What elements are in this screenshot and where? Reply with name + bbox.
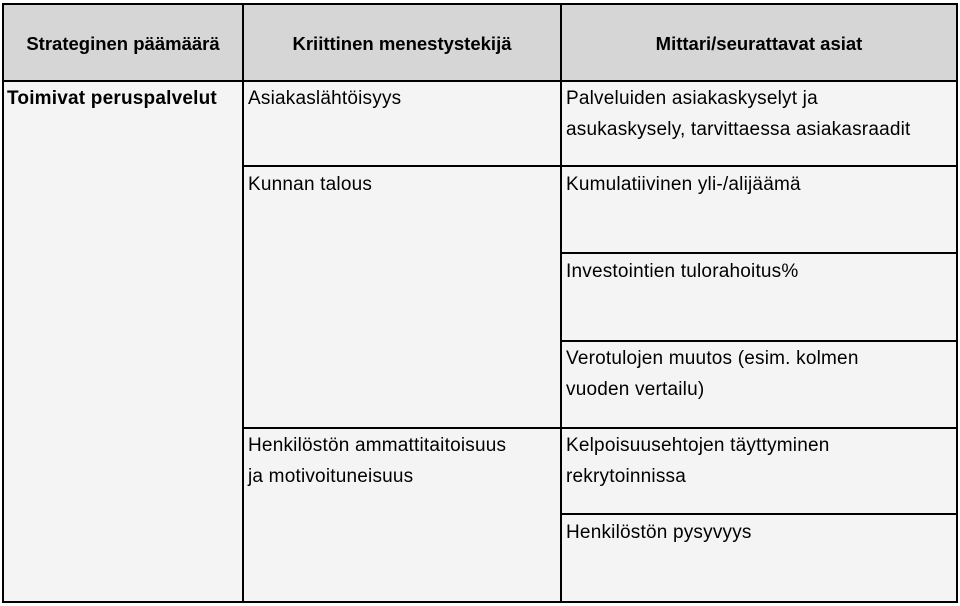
metric-text: rekrytoinnissa [566,466,687,487]
header-critical-factor-label: Kriittinen menestystekijä [292,32,512,54]
strategic-goal-text: Toimivat peruspalvelut [7,88,217,109]
metric-cell [566,517,752,548]
header-strategic-goal-label: Strateginen päämäärä [26,32,220,54]
metric-cell [566,343,859,405]
column-divider-1 [242,5,244,601]
factor-text: Asiakaslähtöisyys [248,88,402,109]
metric-cell [566,430,830,492]
header-critical-factor [244,5,560,82]
column-divider-2 [560,5,562,601]
factor-text: ja motivoituneisuus [248,466,414,487]
factor-text: Henkilöstön ammattitaitoisuus [248,435,507,456]
header-metrics-label: Mittari/seurattavat asiat [655,32,863,54]
factor-cell [248,83,401,114]
metric-cell [566,83,911,145]
header-metrics [562,5,956,82]
factor-text: Kunnan talous [248,174,373,195]
metric-text: Henkilöstön pysyvyys [566,522,752,543]
strategic-goal [7,83,217,114]
header-strategic-goal [4,5,242,82]
strategy-table [2,3,958,603]
factor-cell [248,169,372,200]
row-divider-2 [562,252,956,254]
metric-text: asukaskysely, tarvittaessa asiakasraadit [566,119,911,140]
header-divider [4,80,956,82]
metric-text: vuoden vertailu) [566,379,705,400]
metric-text: Palveluiden asiakaskyselyt ja [566,88,818,109]
row-divider-3 [562,340,956,342]
row-divider-5 [562,513,956,515]
row-divider-4 [244,427,956,429]
factor-cell [248,430,506,492]
metric-cell [566,256,798,287]
row-divider-1 [244,165,956,167]
metric-text: Investointien tulorahoitus% [566,261,799,282]
metric-cell [566,169,801,200]
metric-text: Kumulatiivinen yli-/alijäämä [566,174,801,195]
metric-text: Kelpoisuusehtojen täyttyminen [566,435,830,456]
metric-text: Verotulojen muutos (esim. kolmen [566,348,859,369]
